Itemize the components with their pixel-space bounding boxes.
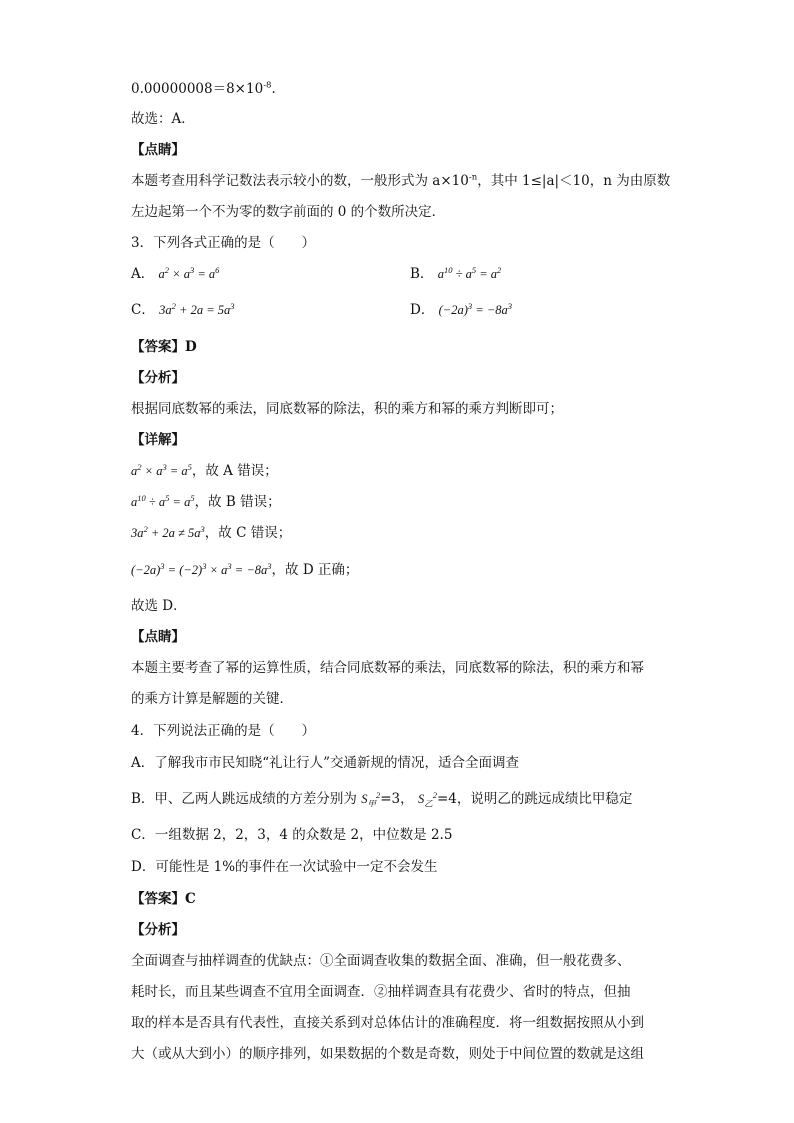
answer-heading: 【答案】D xyxy=(131,339,197,355)
text-line-2: 故选：A． xyxy=(131,111,195,127)
text-line-4: 本题考查用科学记数法表示较小的数，一般形式为 $a\times 10^{-n}$，其中 1≤|a|＜10，n 为由原数 xyxy=(131,172,671,189)
question-3-options-cd: C． $3a^2 + 2a = 5a^3$ D． $(-2a)^3 = -8a^3$ xyxy=(131,300,513,318)
section-heading-2: 【点睛】 xyxy=(131,629,185,645)
detail-line-c: $3a^2 + 2a \ne 5a^3$，故 C 错误； xyxy=(131,523,292,541)
text-line-11: 根据同底数幂的乘法，同底数幂的除法，积的乘方和幂的乘方判断即可； xyxy=(131,401,563,417)
text-line-31: 大（或从大到小）的顺序排列，如果数据的个数是奇数，则处于中间位置的数就是这组 xyxy=(131,1046,644,1062)
text-line-20: 的乘方计算是解题的关键． xyxy=(131,691,293,707)
text-line-19: 本题主要考查了幂的运算性质，结合同底数幂的乘法，同底数幂的除法，积的乘方和幂 xyxy=(131,660,644,676)
question-4-stem: 4．下列说法正确的是（ ） xyxy=(131,723,316,739)
detail-heading: 【详解】 xyxy=(131,432,185,448)
question-4-option-a: A．了解我市市民知晓“礼让行人”交通新规的情况，适合全面调查 xyxy=(131,755,520,771)
option-d-formula: $(-2a)^3 = -8a^3$ xyxy=(438,300,513,317)
detail-line-a: $a^2 \times a^3 = a^5$，故 A 错误； xyxy=(131,461,278,479)
question-3-options-ab: A． $a^2 \times a^3 = a^6$ B． $a^{10} \div a^5 = a^2$ xyxy=(131,264,502,282)
detail-line-b: $a^{10} \div a^5 = a^5$，故 B 错误； xyxy=(131,492,281,510)
text-line-1: $0.00000008=8\times 10^{-8}$. xyxy=(131,80,276,97)
question-4-option-b: B．甲、乙两人跳远成绩的方差分别为 $S_甲^2=3$， $S_乙^2=4$，说明乙的跳远成绩比甲稳定 xyxy=(131,789,633,809)
text-line-17: 故选 D． xyxy=(131,598,187,614)
option-c-formula: $3a^2 + 2a = 5a^3$ xyxy=(159,300,235,317)
text-line-28: 全面调查与抽样调查的优缺点：①全面调查收集的数据全面、准确，但一般花费多、 xyxy=(131,953,631,969)
question-4-option-d: D．可能性是 1%的事件在一次试验中一定不会发生 xyxy=(131,859,438,875)
analysis-heading-2: 【分析】 xyxy=(131,922,185,938)
text-line-30: 取的样本是否具有代表性，直接关系到对总体估计的准确程度．将一组数据按照从小到 xyxy=(131,1015,644,1031)
question-3-stem: 3．下列各式正确的是（ ） xyxy=(131,235,316,251)
option-a-formula: $a^2 \times a^3 = a^6$ xyxy=(158,264,220,281)
option-b-formula: $a^{10} \div a^5 = a^2$ xyxy=(437,264,502,281)
analysis-heading: 【分析】 xyxy=(131,370,185,386)
text-line-29: 耗时长，而且某些调查不宜用全面调查．②抽样调查具有花费少、省时的特点，但抽 xyxy=(131,984,631,1000)
section-heading: 【点睛】 xyxy=(131,142,185,158)
detail-line-d: $(-2a)^3 = (-2)^3 \times a^3 = -8a^3$，故 D 正确； xyxy=(131,560,359,578)
text-line-5: 左边起第一个不为零的数字前面的 0 的个数所决定． xyxy=(131,204,446,220)
answer-heading-2: 【答案】C xyxy=(131,891,196,907)
question-4-option-c: C．一组数据 2，2，3，4 的众数是 2，中位数是 2.5 xyxy=(131,827,453,843)
